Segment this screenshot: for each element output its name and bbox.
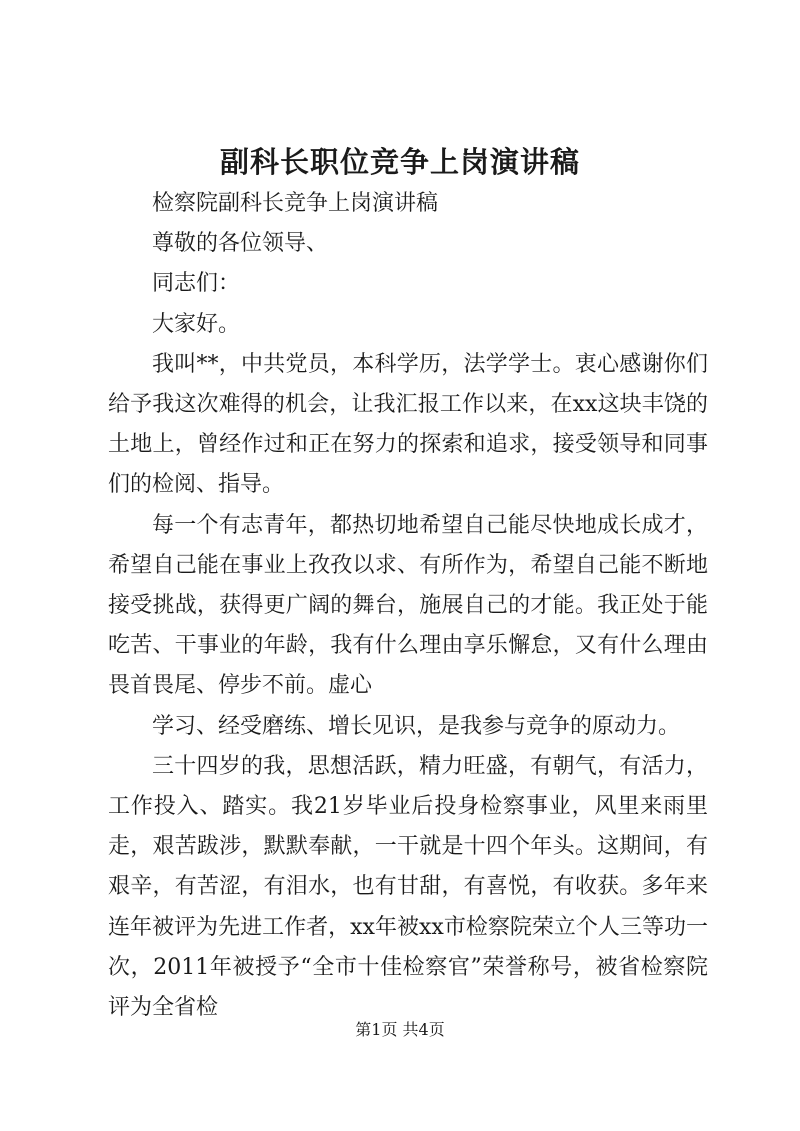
paragraph-introduction: 我叫**，中共党员，本科学历，法学学士。衷心感谢你们给予我这次难得的机会，让我汇报工作以来，在xx这块丰饶的土地上，曾经作过和正在努力的探索和追求，接受领导和同事们的检阅、指导。: [108, 351, 708, 498]
paragraph-salutation-1: 尊敬的各位领导、: [152, 231, 329, 257]
paragraph-experience: 三十四岁的我，思想活跃，精力旺盛，有朝气，有活力，工作投入、踏实。我21岁毕业后投身检察事业，风里来雨里走，艰苦跋涉，默默奉献，一干就是十四个年头。这期间，有艰辛，有苦涩，有泪水，也有甘甜，有喜悦，有收获。多年来连年被评为先进工作者，xx年被xx市检察院荣立个人三等功一次，2011年被授予“全市十佳检察官”荣誉称号，被省检察院评为全省检: [108, 753, 708, 1021]
document-title: 副科长职位竞争上岗演讲稿: [219, 145, 580, 179]
paragraph-greeting: 大家好。: [152, 311, 241, 337]
paragraph-aspiration: 每一个有志青年，都热切地希望自己能尽快地成长成才，希望自己能在事业上孜孜以求、有所作为，希望自己能不断地接受挑战，获得更广阔的舞台，施展自己的才能。我正处于能吃苦、干事业的年龄，我有什么理由享乐懈怠，又有什么理由畏首畏尾、停步不前。虚心: [108, 512, 708, 699]
document-body: [108, 184, 708, 1028]
paragraph-motivation: 学习、经受磨练、增长见识，是我参与竞争的原动力。: [152, 713, 681, 739]
paragraph-subtitle: 检察院副科长竞争上岗演讲稿: [152, 191, 439, 216]
page-number-footer: 第1页 共4页: [355, 1020, 445, 1039]
paragraph-salutation-2: 同志们：: [152, 271, 241, 297]
